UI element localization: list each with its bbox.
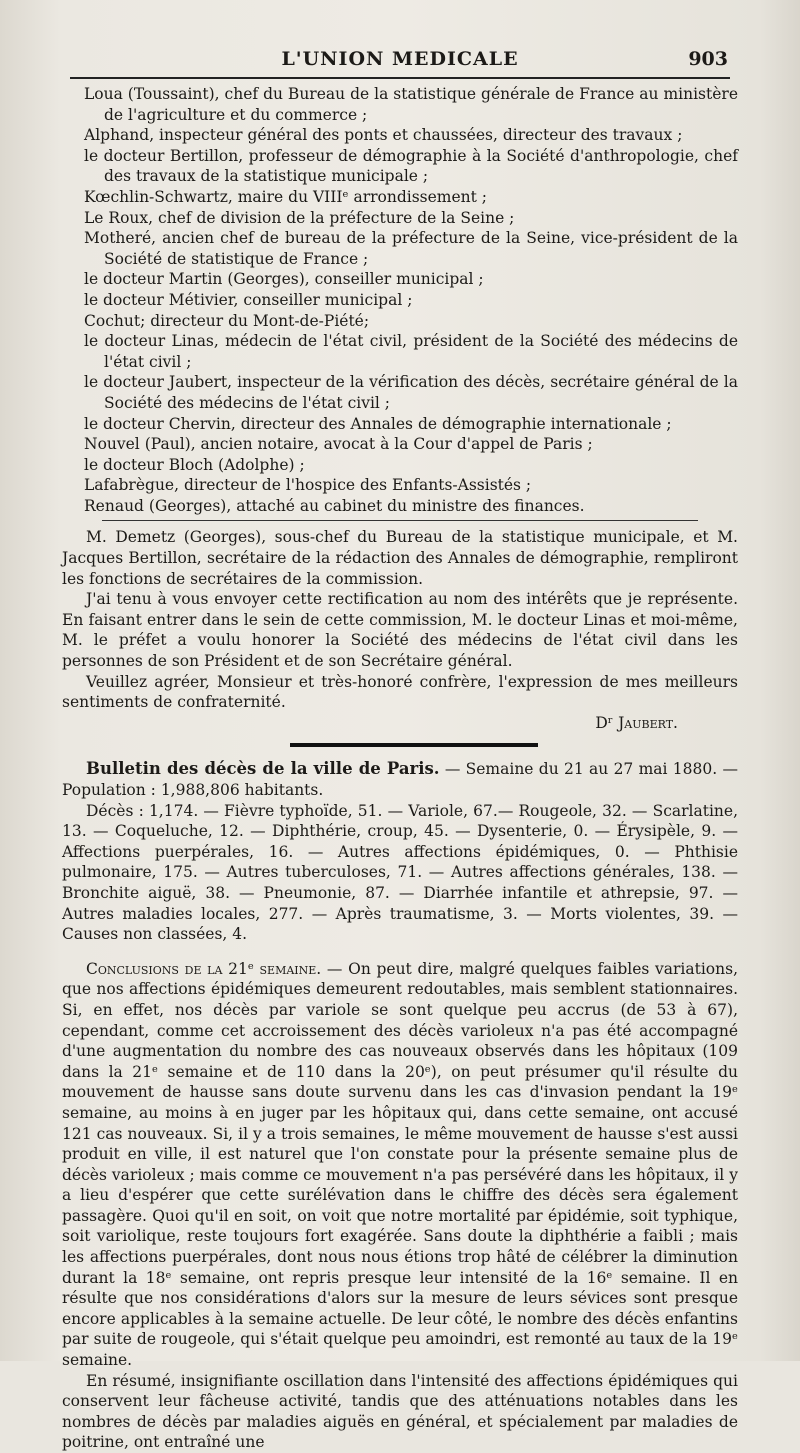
member-entry: Loua (Toussaint), chef du Bureau de la statistique générale de France au ministère de l'agriculture et du commerce ; <box>84 85 738 124</box>
letter-closing <box>62 672 738 713</box>
summary-paragraph: En résumé, insignifiante oscillation dans l'intensité des affections épidémiques qui conservent leur fâcheuse activité, tandis que des atténuations notables dans les nombres de décès par maladies aiguës en général, et spécialement par maladies de poitrine, ont entraîné une <box>62 1371 738 1452</box>
page-number: 903 <box>688 48 728 70</box>
member-entry: Nouvel (Paul), ancien notaire, avocat à la Cour d'appel de Paris ; <box>84 435 593 454</box>
member-entry: Alphand, inspecteur général des ponts et chaussées, directeur des travaux ; <box>84 126 683 145</box>
member-entry: Lafabrègue, directeur de l'hospice des Enfants-Assistés ; <box>84 476 532 495</box>
conclusions-heading: Conclusions de la 21ᵉ semaine. <box>86 959 322 978</box>
member-entry: le docteur Jaubert, inspecteur de la vérification des décès, secrétaire général de la Société des médecins de l'état civil ; <box>84 373 738 412</box>
bulletin-title: Bulletin des décès de la ville de Paris. <box>86 759 440 779</box>
closing-text: Veuillez agréer, Monsieur et très-honoré confrère, l'expression de mes meilleurs sentiments de confraternité. <box>62 672 738 712</box>
member-entry: Motheré, ancien chef de bureau de la préfecture de la Seine, vice-président de la Société de statistique de France ; <box>84 229 738 268</box>
member-entry: le docteur Martin (Georges), conseiller municipal ; <box>84 270 484 289</box>
member-entry: le docteur Métivier, conseiller municipal ; <box>84 290 413 309</box>
section-divider <box>102 520 698 521</box>
bulletin-body: Décès : 1,174. — Fièvre typhoïde, 51. — Variole, 67.— Rougeole, 32. — Scarlatine, 13. — Coqueluche, 12. — Diphthérie, croup, 45. — Dysenterie, 0. — Érysipèle, 9. — Affections puerpérales, 16. — Autres affections épidémiques, 0. — Phthisie pulmonaire, 175. — Autres tuberculoses, 71. — Autres affections générales, 138. — Bronchite aiguë, 38. — Pneumonie, 87. — Diarrhée infantile et athrepsie, 97. — Autres maladies locales, 277. — Après traumatisme, 3. — Morts violentes, 39. — Causes non classées, 4. <box>62 801 738 944</box>
signature: Dʳ Jaubert. <box>595 713 678 732</box>
member-entry: Le Roux, chef de division de la préfecture de la Seine ; <box>84 208 515 227</box>
header-rule <box>70 77 730 79</box>
commission-member-list <box>62 84 738 516</box>
member-entry: le docteur Bloch (Adolphe) ; <box>84 455 305 474</box>
section-separator <box>290 743 538 747</box>
letter-paragraph: J'ai tenu à vous envoyer cette rectification au nom des intérêts que je représente. En faisant entrer dans le sein de cette commission, M. le docteur Linas et moi-même, M. le préfet a voulu honorer la Société des médecins de l'état civil dans les personnes de son Président et de son Secrétaire général. <box>62 590 738 671</box>
member-entry: le docteur Bertillon, professeur de démographie à la Société d'anthropologie, chef des travaux de la statistique municipale ; <box>84 146 738 186</box>
member-entry: Renaud (Georges), attaché au cabinet du ministre des finances. <box>84 496 585 515</box>
conclusions-paragraph <box>62 959 738 1371</box>
letter-paragraph: M. Demetz (Georges), sous-chef du Bureau de la statistique municipale, et M. Jacques Bertillon, secrétaire de la rédaction des Annales de démographie, rempliront les fonctions de secrétaires de la commission. <box>62 528 738 588</box>
conclusions-text: — On peut dire, malgré quelques faibles variations, que nos affections épidémiques demeurent redoutables, mais semblent stationnaires. Si, en effet, nos décès par variole se sont quelque peu accrus (de 53 à 67), cependant, comme cet accroissement des décès varioleux n'a pas été accompagné d'une augmentation du nombre des cas nouveaux observés dans les hôpitaux (109 dans la 21ᵉ semaine et de 110 dans la 20ᵉ), on peut présumer qu'il résulte du mouvement de hausse sans doute survenu dans les cas d'invasion pendant la 19ᵉ semaine, au moins à en juger par les hôpitaux qui, dans cette semaine, ont accusé 121 cas nouveaux. Si, il y a trois semaines, le même mouvement de hausse s'est aussi produit en ville, il est naturel que l'on constate pour la présente semaine plus de décès varioleux ; mais comme ce mouvement n'a pas persévéré dans les hôpitaux, il y a lieu d'espérer que cette surélévation dans le chiffre des décès sera également passagère. Quoi qu'il en soit, on voit que notre mortalité par épidémie, soit typhique, soit variolique, reste toujours fort exagérée. Sans doute la diphthérie a faibli ; mais les affections puerpérales, dont nous nous étions trop hâté de célébrer la diminution durant la 18ᵉ semaine, ont repris presque leur intensité de la 16ᵉ semaine. Il en résulte que nos considérations d'alors sur la mesure de leurs sévices sont presque encore applicables à la semaine actuelle. De leur côté, le nombre des décès enfantins par suite de rougeole, qui s'était quelque peu amoindri, est remonté au taux de la 19ᵉ semaine. <box>62 959 739 1370</box>
running-title: L'UNION MEDICALE <box>281 48 519 70</box>
page-header <box>60 44 740 74</box>
bulletin-heading <box>62 759 738 800</box>
member-entry: Kœchlin-Schwartz, maire du VIIIᵉ arrondissement ; <box>84 187 488 206</box>
member-entry: le docteur Chervin, directeur des Annales de démographie internationale ; <box>84 414 672 433</box>
signature-line <box>62 713 738 734</box>
page-content <box>62 84 738 1453</box>
member-entry: le docteur Linas, médecin de l'état civil, président de la Société des médecins de l'état civil ; <box>84 332 738 371</box>
bulletin-intro: — Semaine du 21 au 27 mai 1880. — Population : 1,988,806 habitants. <box>62 760 738 799</box>
member-entry: Cochut; directeur du Mont-de-Piété; <box>84 311 370 330</box>
